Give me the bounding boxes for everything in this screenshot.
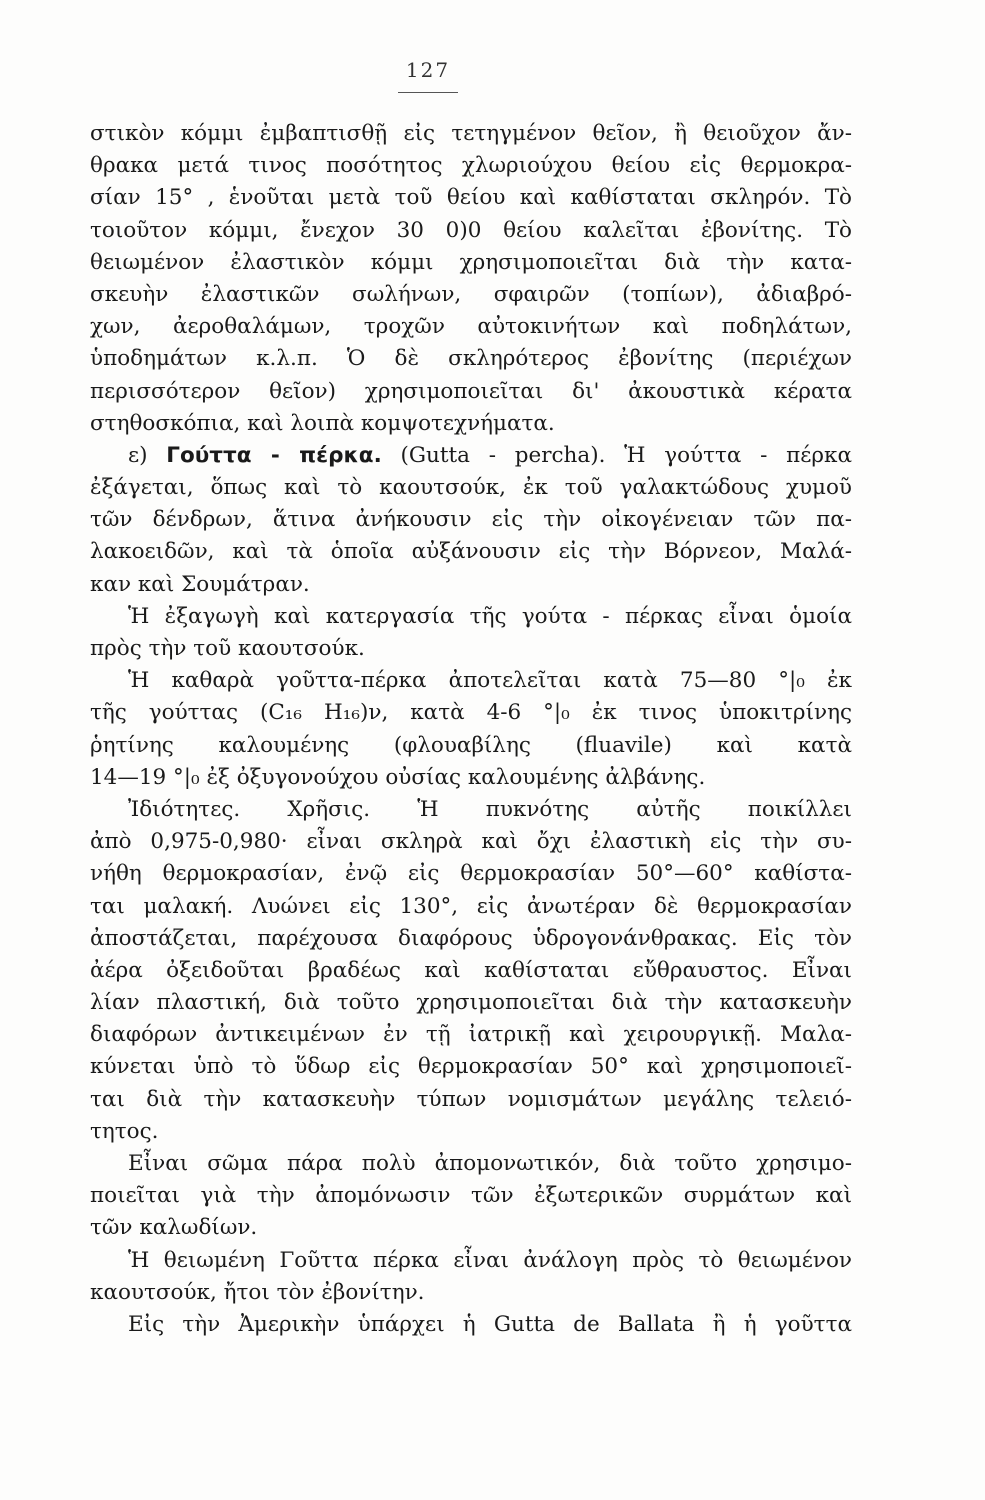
text-line: ἀποστάζεται, παρέχουσα διαφόρους ὑδρογονάνθρακας. Εἰς τὸν [90, 925, 852, 951]
section-heading-line [90, 440, 852, 472]
text-line: σκευὴν ἐλαστικῶν σωλήνων, σφαιρῶν (τοπίων), ἀδιαβρό- [90, 281, 852, 307]
section-prefix: ε) [128, 442, 167, 468]
text-line: Ἡ θειωμένη Γοῦττα πέρκα εἶναι ἀνάλογη πρὸς τὸ θειωμένον [128, 1247, 852, 1273]
page-number: 127 [405, 58, 451, 82]
text-line: στικὸν κόμμι ἐμβαπτισθῇ εἰς τετηγμένον θεῖον, ἢ θειοῦχον ἄν- [90, 121, 852, 146]
text-line: Ἡ καθαρὰ γοῦττα-πέρκα ἀποτελεῖται κατὰ 75—80 °|₀ ἐκ [128, 668, 852, 694]
text-line: ποιεῖται γιὰ τὴν ἀπομόνωσιν τῶν ἐξωτερικῶν συρμάτων καὶ [90, 1183, 852, 1209]
text-line: τῶν δένδρων, ἅτινα ἀνήκουσιν εἰς τὴν οἰκογένειαν τῶν πα- [90, 507, 852, 533]
text-line: ὑποδημάτων κ.λ.π. Ὁ δὲ σκληρότερος ἐβονίτης (περιέχων [90, 346, 852, 372]
text-line: διαφόρων ἀντικειμένων ἐν τῇ ἰατρικῇ καὶ χειρουργικῇ. Μαλα- [90, 1022, 852, 1048]
text-line: ται διὰ τὴν κατασκευὴν τύπων νομισμάτων μεγάλης τελειό- [90, 1086, 852, 1112]
text-line: τῆς γούττας (C₁₆ H₁₆)ν, κατὰ 4-6 °|₀ ἐκ τινος ὑποκιτρίνης [90, 700, 852, 726]
text-line: καν καὶ Σουμάτραν. [90, 571, 310, 597]
text-line: Ἡ ἐξαγωγὴ καὶ κατεργασία τῆς γούτα - πέρκας εἶναι ὁμοία [128, 603, 852, 629]
section-heading-rest: (Gutta - percha). Ἡ γούττα - πέρκα [381, 442, 852, 468]
text-line: ῥητίνης καλουμένης (φλουαβίλης (fluavile) καὶ κατὰ [90, 732, 852, 758]
text-line: σίαν 15° , ἑνοῦται μετὰ τοῦ θείου καὶ καθίσταται σκληρόν. Τὸ [90, 185, 852, 211]
text-line: θειωμένον ἐλαστικὸν κόμμι χρησιμοποιεῖται διὰ τὴν κατα- [90, 249, 852, 275]
text-line: 14—19 °|₀ ἐξ ὀξυγονούχου οὐσίας καλουμένης ἀλβάνης. [90, 764, 706, 790]
text-line: ται μαλακή. Λυώνει εἰς 130°, εἰς ἀνωτέραν δὲ θερμοκρασίαν [90, 893, 852, 919]
text-line: χων, ἀεροθαλάμων, τροχῶν αὐτοκινήτων καὶ ποδηλάτων, [90, 314, 852, 340]
text-line: περισσότερον θεῖον) χρησιμοποιεῖται δι' ἀκουστικὰ κέρατα [90, 378, 852, 404]
text-line: ἐξάγεται, ὅπως καὶ τὸ καουτσούκ, ἐκ τοῦ γαλακτώδους χυμοῦ [90, 475, 852, 501]
section-title: Γούττα - πέρκα. [166, 442, 382, 468]
body-text [90, 118, 852, 1341]
text-line: Εἰς τὴν Ἀμερικὴν ὑπάρχει ἡ Gutta de Ballata ἢ ἡ γοῦττα [128, 1311, 852, 1337]
text-line: ἀπὸ 0,975-0,980· εἶναι σκληρὰ καὶ ὄχι ἐλαστικὴ εἰς τὴν συ- [90, 829, 852, 855]
page-number-rule [398, 92, 458, 93]
text-line: τῶν καλωδίων. [90, 1215, 258, 1241]
text-line: κύνεται ὑπὸ τὸ ὕδωρ εἰς θερμοκρασίαν 50° καὶ χρησιμοποιεῖ- [90, 1054, 852, 1080]
text-line: πρὸς τὴν τοῦ καουτσούκ. [90, 636, 365, 661]
text-line: στηθοσκόπια, καὶ λοιπὰ κομψοτεχνήματα. [90, 410, 555, 436]
text-line: Ἰδιότητες. Χρῆσις. Ἡ πυκνότης αὐτῆς ποικίλλει [128, 796, 852, 822]
text-line: νήθη θερμοκρασίαν, ἐνῷ εἰς θερμοκρασίαν 50°—60° καθίστα- [90, 861, 852, 887]
text-line: θρακα μετά τινος ποσότητος χλωριούχου θείου εἰς θερμοκρα- [90, 153, 852, 179]
text-line: Εἶναι σῶμα πάρα πολὺ ἀπομονωτικόν, διὰ τοῦτο χρησιμο- [128, 1151, 852, 1176]
text-line: καουτσούκ, ἤτοι τὸν ἐβονίτην. [90, 1279, 425, 1305]
text-line: ἀέρα ὀξειδοῦται βραδέως καὶ καθίσταται εὔθραυστος. Εἶναι [90, 957, 852, 983]
text-line: λακοειδῶν, καὶ τὰ ὁποῖα αὐξάνουσιν εἰς τὴν Βόρνεον, Μαλά- [90, 539, 852, 565]
text-line: τοιοῦτον κόμμι, ἔνεχον 30 0)0 θείου καλεῖται ἐβονίτης. Τὸ [90, 217, 852, 243]
text-line: λίαν πλαστική, διὰ τοῦτο χρησιμοποιεῖται διὰ τὴν κατασκευὴν [90, 990, 852, 1016]
text-line: τητος. [90, 1118, 159, 1144]
